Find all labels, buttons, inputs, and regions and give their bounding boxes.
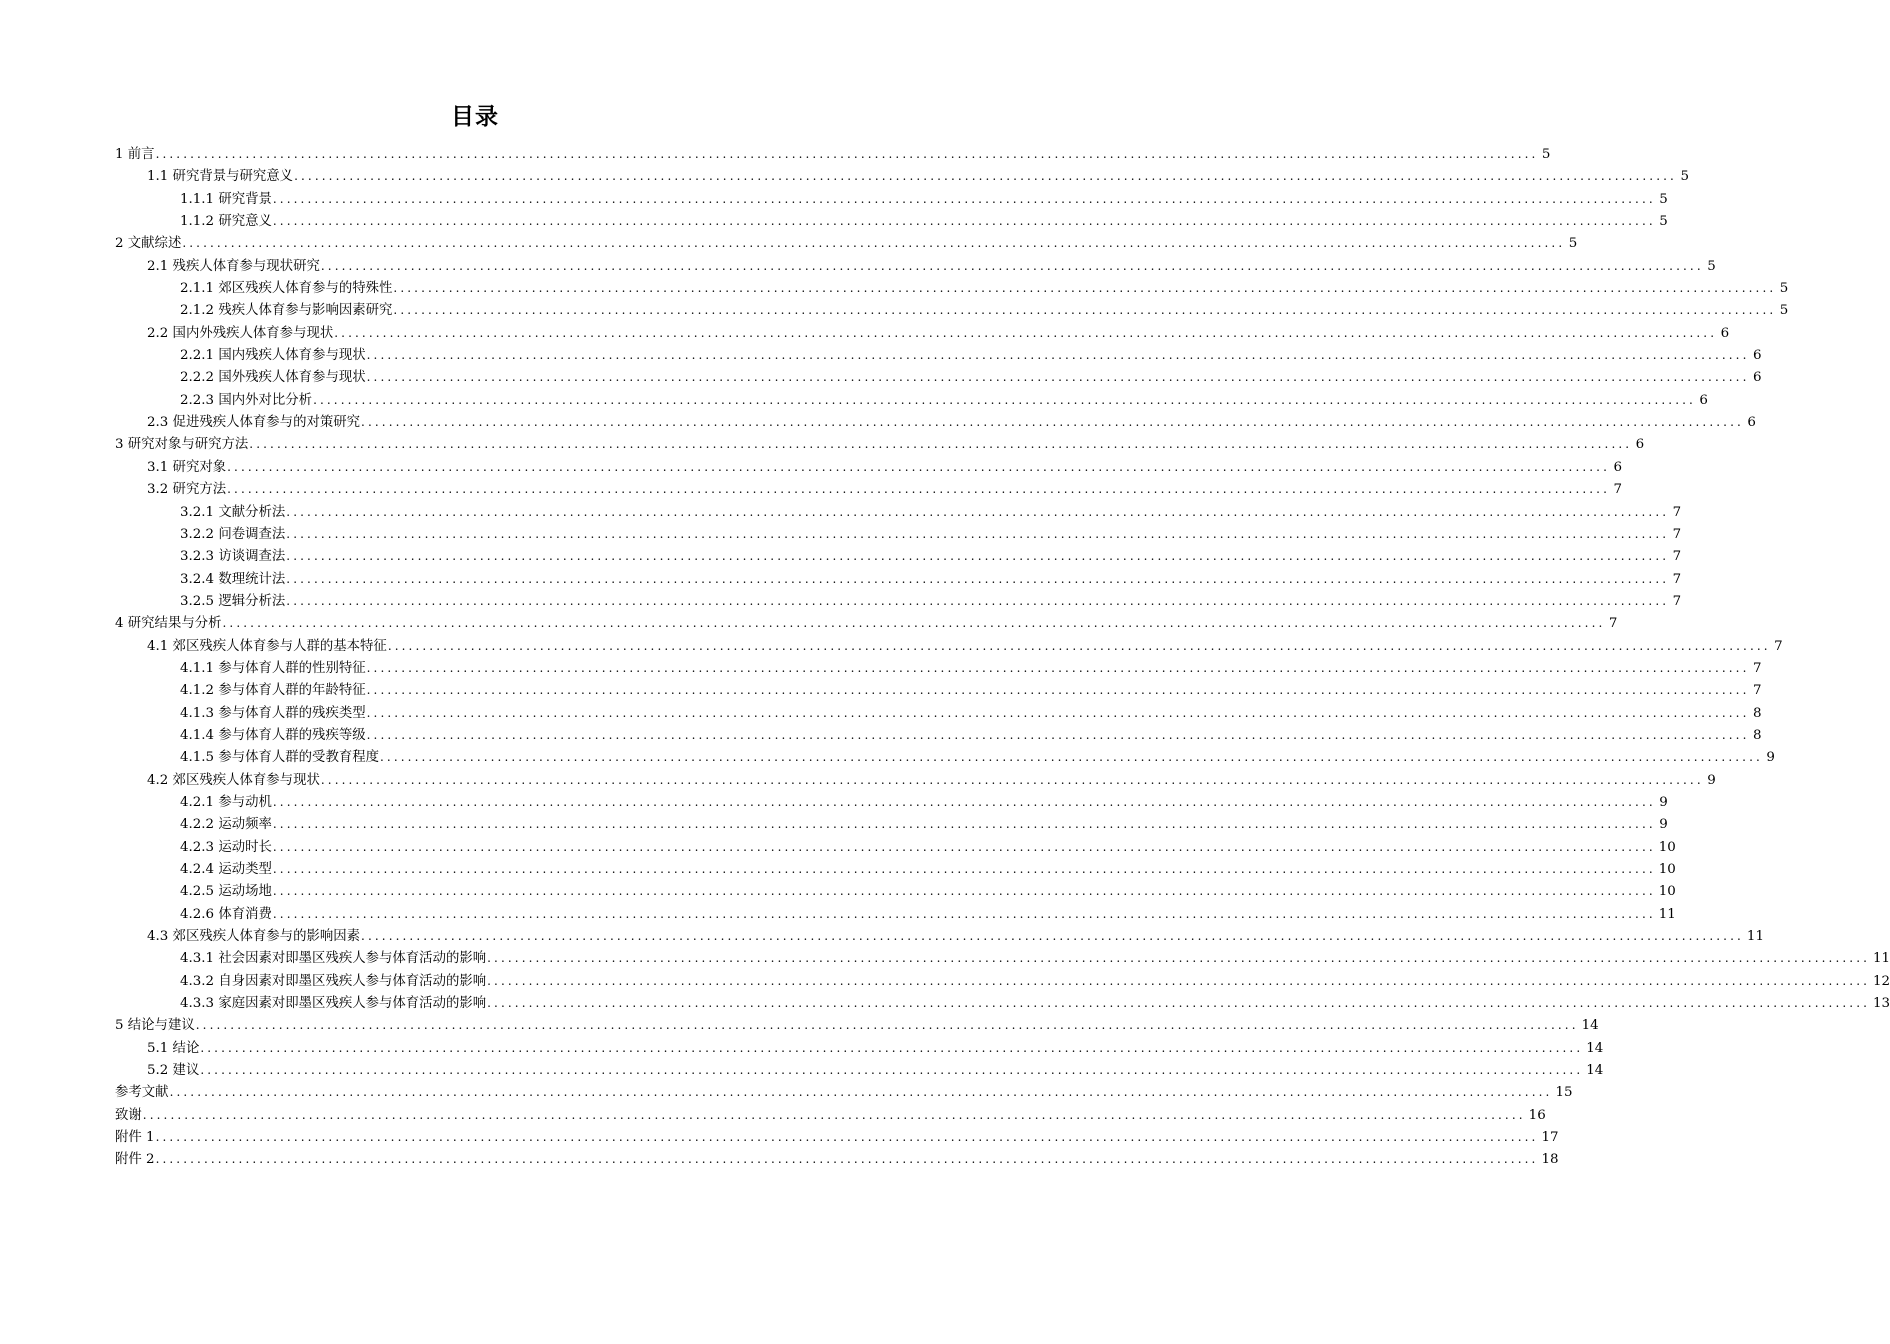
toc-entry-page-number: 8: [1752, 727, 1762, 743]
toc-entry-page-number: 7: [1752, 660, 1762, 676]
toc-entry-label: 4.1.2 参与体育人群的年龄特征: [180, 683, 366, 699]
toc-entry-label: 1.1.1 研究背景: [180, 191, 272, 207]
toc-dot-leader: ........................................................................................................................................................................................................: [272, 906, 1656, 921]
toc-entry[interactable]: [0, 1014, 1599, 1036]
toc-entry-label: 3.1 研究对象: [147, 459, 227, 475]
toc-entry[interactable]: [0, 523, 1682, 545]
toc-entry-label: 4.2.4 运动类型: [180, 862, 272, 877]
toc-entry-label: 3.2.2 问卷调查法: [180, 526, 286, 542]
toc-dot-leader: ........................................................................................................................................................................................................: [366, 370, 1750, 385]
toc-dot-leader: ........................................................................................................................................................................................................: [286, 526, 1670, 541]
toc-entry-label: 4.2.2 运动频率: [180, 817, 272, 833]
toc-entry-label: 2 文献综述: [115, 236, 182, 252]
toc-entry-page-number: 6: [1747, 415, 1756, 431]
toc-dot-leader: ........................................................................................................................................................................................................: [222, 616, 1606, 631]
toc-entry-page-number: 6: [1613, 459, 1623, 475]
toc-dot-leader: ........................................................................................................................................................................................................: [487, 996, 1871, 1011]
toc-entry-label: 4.2.5 运动场地: [180, 884, 272, 900]
toc-entry-page-number: 10: [1658, 884, 1676, 900]
toc-entry-label: 4 研究结果与分析: [115, 616, 222, 632]
toc-entry-label: 1.1.2 研究意义: [180, 214, 272, 230]
toc-entry[interactable]: [0, 366, 1762, 388]
toc-entry[interactable]: [0, 1126, 1559, 1148]
toc-entry-page-number: 16: [1528, 1107, 1546, 1123]
toc-entry[interactable]: [0, 880, 1676, 902]
toc-entry[interactable]: [0, 992, 1890, 1014]
toc-dot-leader: ........................................................................................................................................................................................................: [286, 549, 1670, 564]
toc-entry-label: 4.1.3 参与体育人群的残疾类型: [180, 705, 366, 721]
toc-entry[interactable]: [0, 1037, 1604, 1059]
toc-dot-leader: ........................................................................................................................................................................................................: [361, 929, 1744, 944]
toc-dot-leader: ........................................................................................................................................................................................................: [334, 325, 1718, 340]
toc-dot-leader: ........................................................................................................................................................................................................: [155, 1130, 1539, 1145]
toc-entry[interactable]: [0, 858, 1676, 880]
toc-dot-leader: ........................................................................................................................................................................................................: [272, 191, 1656, 206]
toc-entry-label: 2.2.1 国内残疾人体育参与现状: [180, 348, 366, 364]
toc-entry-page-number: 14: [1581, 1018, 1599, 1034]
toc-entry[interactable]: [0, 277, 1789, 299]
toc-entry[interactable]: [0, 143, 1551, 165]
toc-dot-leader: ........................................................................................................................................................................................................: [272, 214, 1656, 229]
toc-entry-page-number: 9: [1766, 750, 1775, 766]
toc-entry-page-number: 6: [1699, 392, 1708, 408]
toc-dot-leader: ........................................................................................................................................................................................................: [155, 147, 1539, 161]
toc-entry[interactable]: [0, 322, 1730, 344]
toc-entry[interactable]: [0, 411, 1756, 433]
toc-entry-label: 4.3.1 社会因素对即墨区残疾人参与体育活动的影响: [180, 951, 487, 967]
toc-entry-label: 致谢: [115, 1107, 142, 1123]
toc-entry[interactable]: [0, 344, 1762, 366]
toc-entry-page-number: 5: [1779, 303, 1789, 319]
toc-entry-page-number: 10: [1658, 839, 1676, 855]
toc-entry-label: 3.2.5 逻辑分析法: [180, 593, 286, 609]
toc-entry-page-number: 18: [1541, 1152, 1559, 1168]
toc-entry-page-number: 5: [1568, 236, 1578, 252]
toc-entry-label: 3.2.3 访谈调查法: [180, 549, 286, 565]
toc-entry-page-number: 17: [1541, 1130, 1559, 1146]
toc-entry[interactable]: [0, 947, 1890, 969]
toc-entry-label: 2.2 国内外残疾人体育参与现状: [147, 325, 334, 341]
toc-entry[interactable]: [0, 925, 1764, 947]
toc-dot-leader: ........................................................................................................................................................................................................: [182, 236, 1566, 251]
toc-entry-label: 1 前言: [115, 147, 155, 162]
toc-entry-label: 3.2.4 数理统计法: [180, 571, 286, 587]
toc-entry[interactable]: [0, 724, 1762, 746]
toc-dot-leader: ........................................................................................................................................................................................................: [195, 1018, 1579, 1033]
toc-dot-leader: ........................................................................................................................................................................................................: [227, 459, 1611, 474]
toc-dot-leader: ........................................................................................................................................................................................................: [286, 504, 1670, 519]
toc-entry-page-number: 11: [1746, 929, 1764, 945]
toc-entry-page-number: 6: [1752, 370, 1762, 386]
toc-entry-page-number: 9: [1707, 772, 1716, 788]
toc-dot-leader: ........................................................................................................................................................................................................: [487, 951, 1871, 966]
toc-entry-page-number: 5: [1707, 258, 1716, 274]
toc-dot-leader: ........................................................................................................................................................................................................: [272, 862, 1656, 876]
toc-entry[interactable]: [0, 210, 1668, 232]
toc-entry[interactable]: [0, 1059, 1604, 1081]
toc-dot-leader: ........................................................................................................................................................................................................: [272, 817, 1656, 832]
toc-dot-leader: ........................................................................................................................................................................................................: [361, 415, 1744, 430]
toc-entry-label: 4.1.1 参与体育人群的性别特征: [180, 660, 366, 676]
toc-entry-page-number: 8: [1752, 705, 1762, 721]
toc-entry-label: 3 研究对象与研究方法: [115, 437, 249, 453]
toc-entry[interactable]: [0, 545, 1682, 567]
toc-entry-page-number: 7: [1672, 549, 1682, 565]
toc-entry[interactable]: [0, 702, 1762, 724]
toc-entry-label: 2.3 促进残疾人体育参与的对策研究: [147, 415, 361, 431]
toc-entry-page-number: 7: [1613, 482, 1623, 498]
toc-entry-label: 5.2 建议: [147, 1063, 200, 1079]
toc-dot-leader: ........................................................................................................................................................................................................: [227, 482, 1611, 497]
toc-entry-label: 4.3.2 自身因素对即墨区残疾人参与体育活动的影响: [180, 973, 487, 989]
toc-entry-page-number: 5: [1659, 191, 1668, 207]
toc-entry-label: 2.2.2 国外残疾人体育参与现状: [180, 370, 366, 386]
toc-entry[interactable]: [0, 679, 1762, 701]
toc-dot-leader: ........................................................................................................................................................................................................: [320, 772, 1704, 787]
toc-dot-leader: ........................................................................................................................................................................................................: [313, 392, 1696, 407]
toc-dot-leader: ........................................................................................................................................................................................................: [366, 705, 1750, 720]
toc-entry[interactable]: [0, 299, 1789, 321]
toc-dot-leader: ........................................................................................................................................................................................................: [393, 303, 1777, 318]
toc-entry-page-number: 7: [1672, 504, 1682, 520]
toc-entry[interactable]: [0, 903, 1676, 925]
toc-dot-leader: ........................................................................................................................................................................................................: [249, 437, 1633, 452]
toc-entry-page-number: 11: [1873, 951, 1890, 967]
toc-entry-label: 4.2.3 运动时长: [180, 839, 272, 855]
toc-entry-page-number: 9: [1659, 817, 1668, 833]
toc-entry-label: 参考文献: [115, 1085, 169, 1101]
toc-dot-leader: ........................................................................................................................................................................................................: [387, 638, 1771, 653]
toc-entry-page-number: 6: [1635, 437, 1645, 453]
toc-dot-leader: ........................................................................................................................................................................................................: [393, 281, 1777, 296]
toc-entry-label: 4.1.5 参与体育人群的受教育程度: [180, 750, 380, 766]
toc-entry-label: 2.1 残疾人体育参与现状研究: [147, 258, 320, 274]
toc-entry-label: 3.2 研究方法: [147, 482, 227, 498]
toc-entry[interactable]: [0, 1104, 1546, 1126]
toc-entry[interactable]: [0, 791, 1668, 813]
toc-entry-page-number: 13: [1873, 996, 1890, 1012]
toc-dot-leader: ........................................................................................................................................................................................................: [366, 683, 1750, 698]
toc-entry[interactable]: [0, 456, 1623, 478]
toc-entry-label: 4.2 郊区残疾人体育参与现状: [147, 772, 320, 788]
toc-entry[interactable]: [0, 612, 1618, 634]
toc-entry-label: 4.1 郊区残疾人体育参与人群的基本特征: [147, 638, 387, 654]
toc-entry[interactable]: [0, 836, 1676, 858]
toc-dot-leader: ........................................................................................................................................................................................................: [169, 1085, 1553, 1100]
toc-entry-label: 4.3.3 家庭因素对即墨区残疾人参与体育活动的影响: [180, 996, 487, 1012]
toc-entry-page-number: 10: [1658, 862, 1676, 877]
toc-dot-leader: ........................................................................................................................................................................................................: [155, 1152, 1539, 1167]
toc-entry[interactable]: [0, 568, 1682, 590]
toc-dot-leader: ........................................................................................................................................................................................................: [200, 1063, 1584, 1078]
toc-entry[interactable]: [0, 970, 1890, 992]
toc-entry[interactable]: [0, 501, 1682, 523]
toc-entry[interactable]: [0, 769, 1716, 791]
toc-entry[interactable]: [0, 657, 1762, 679]
toc-entry[interactable]: [0, 188, 1668, 210]
toc-dot-leader: ........................................................................................................................................................................................................: [366, 727, 1750, 742]
toc-entry[interactable]: [0, 255, 1716, 277]
toc-entry-label: 1.1 研究背景与研究意义: [147, 169, 294, 185]
toc-entry-page-number: 7: [1608, 616, 1618, 632]
toc-dot-leader: ........................................................................................................................................................................................................: [142, 1107, 1526, 1122]
toc-entry[interactable]: [0, 813, 1668, 835]
toc-entry-page-number: 15: [1555, 1085, 1573, 1101]
toc-entry-page-number: 6: [1752, 348, 1762, 364]
toc-entry-page-number: 14: [1586, 1040, 1604, 1056]
toc-entry[interactable]: [0, 1081, 1573, 1103]
toc-entry-label: 2.2.3 国内外对比分析: [180, 392, 313, 408]
toc-entry[interactable]: [0, 635, 1783, 657]
toc-entry[interactable]: [0, 478, 1623, 500]
toc-entry-page-number: 7: [1774, 638, 1783, 654]
toc-entry-page-number: 5: [1659, 214, 1668, 230]
toc-entry-label: 2.1.1 郊区残疾人体育参与的特殊性: [180, 281, 393, 297]
toc-entry-page-number: 5: [1541, 147, 1551, 162]
toc-entry-label: 4.2.1 参与动机: [180, 794, 272, 810]
toc-dot-leader: ........................................................................................................................................................................................................: [366, 660, 1750, 675]
toc-entry-page-number: 7: [1672, 526, 1682, 542]
toc-entry-page-number: 7: [1672, 571, 1682, 587]
toc-entry-label: 附件 1: [115, 1130, 155, 1146]
toc-entry-page-number: 9: [1659, 794, 1668, 810]
toc-entry[interactable]: [0, 232, 1578, 254]
toc-entry[interactable]: [0, 165, 1689, 187]
toc-entry-label: 5 结论与建议: [115, 1018, 195, 1034]
toc-dot-leader: ........................................................................................................................................................................................................: [200, 1040, 1584, 1055]
toc-entry-page-number: 14: [1586, 1063, 1604, 1079]
toc-entry-label: 2.1.2 残疾人体育参与影响因素研究: [180, 303, 393, 319]
toc-entry[interactable]: [0, 433, 1645, 455]
toc-entry-page-number: 7: [1752, 683, 1762, 699]
toc-dot-leader: ........................................................................................................................................................................................................: [294, 169, 1677, 184]
toc-entry-page-number: 6: [1720, 325, 1730, 341]
toc-dot-leader: ........................................................................................................................................................................................................: [487, 973, 1871, 988]
toc-entry-label: 4.1.4 参与体育人群的残疾等级: [180, 727, 366, 743]
toc-entry-label: 5.1 结论: [147, 1040, 200, 1056]
toc-entry-page-number: 12: [1873, 973, 1890, 989]
toc-entry-label: 4.3 郊区残疾人体育参与的影响因素: [147, 929, 361, 945]
toc-entry-label: 4.2.6 体育消费: [180, 906, 272, 922]
toc-entry-page-number: 5: [1680, 169, 1689, 185]
toc-entry-label: 附件 2: [115, 1152, 155, 1168]
toc-entry-page-number: 11: [1658, 906, 1676, 922]
toc-entry[interactable]: [0, 1148, 1559, 1170]
toc-dot-leader: ........................................................................................................................................................................................................: [380, 750, 1763, 765]
toc-dot-leader: ........................................................................................................................................................................................................: [272, 839, 1656, 854]
toc-entry-label: 3.2.1 文献分析法: [180, 504, 286, 520]
toc-title: 目录: [451, 104, 499, 130]
toc-entry[interactable]: [0, 746, 1775, 768]
toc-entry[interactable]: [0, 389, 1708, 411]
toc-entry-page-number: 7: [1672, 593, 1682, 609]
toc-dot-leader: ........................................................................................................................................................................................................: [320, 258, 1704, 273]
toc-dot-leader: ........................................................................................................................................................................................................: [286, 593, 1670, 608]
toc-dot-leader: ........................................................................................................................................................................................................: [286, 571, 1670, 586]
toc-dot-leader: ........................................................................................................................................................................................................: [272, 884, 1656, 899]
toc-entry-page-number: 5: [1779, 281, 1789, 297]
toc-entry[interactable]: [0, 590, 1682, 612]
toc-dot-leader: ........................................................................................................................................................................................................: [272, 794, 1656, 809]
toc-dot-leader: ........................................................................................................................................................................................................: [366, 348, 1750, 363]
toc-list: [0, 143, 1890, 1171]
